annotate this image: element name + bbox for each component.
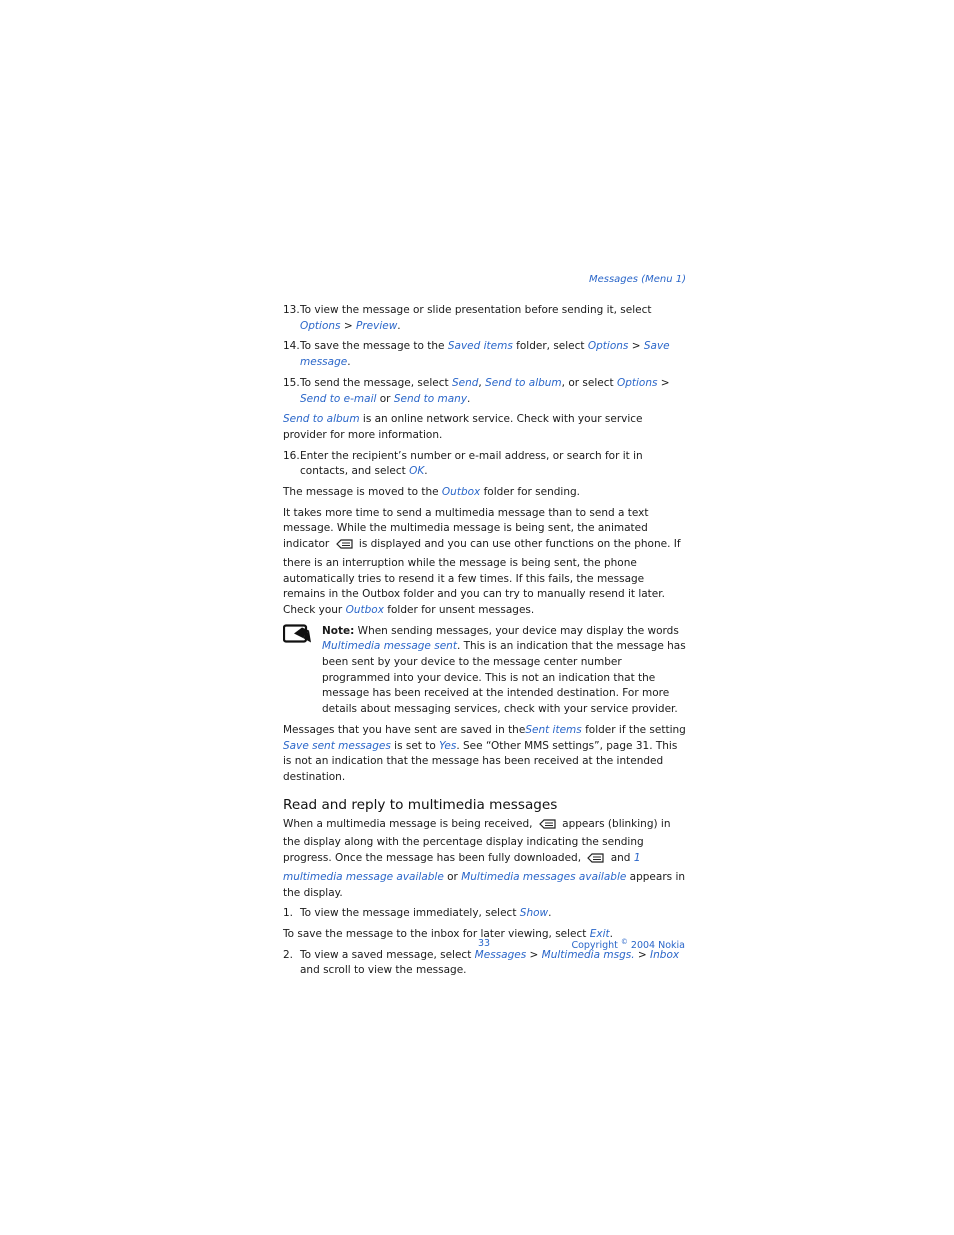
copyright: Copyright © 2004 Nokia <box>571 938 685 952</box>
step-text: To send the message, select Send, Send to album, or select Options > Send to e-mail or Send to many. <box>300 376 670 405</box>
step-subtext: The message is moved to the Outbox folder for sending. <box>283 486 581 499</box>
page-content <box>283 303 687 984</box>
step-subtext: To save the message to the inbox for later viewing, select Exit. <box>283 927 613 940</box>
paragraph: It takes more time to send a multimedia message than to send a text message. While the multimedia message is being sent, the animated indicator is displayed and you can use other functions on the phone. If there is an interruption while the message is being sent, the phone automatically tries to resend it a few times. If this fails, the message remains in the Outbox folder and you can try to manually resend it later. Check your Outbox folder for unsent messages. <box>283 506 681 616</box>
menu-ref-save-sent-messages: Save sent messages <box>283 739 391 752</box>
note-box <box>283 624 687 718</box>
menu-ref-outbox: Outbox <box>345 603 384 616</box>
step-number: 16. <box>283 449 300 462</box>
menu-ref-exit: Exit <box>589 927 610 940</box>
step-text: Enter the recipient’s number or e-mail address, or search for it in contacts, and select OK. <box>300 449 643 478</box>
note-icon <box>283 624 322 718</box>
step-text: To save the message to the Saved items folder, select Options > Save message. <box>300 340 670 369</box>
menu-ref-options: Options <box>587 340 629 353</box>
section-heading: Read and reply to multimedia messages <box>283 796 558 813</box>
step-number: 14. <box>283 340 300 353</box>
menu-ref-save-message: Save message <box>300 340 670 369</box>
menu-ref-send-to-album: Send to album <box>283 413 360 426</box>
list-item <box>283 339 687 370</box>
menu-ref-options: Options <box>300 319 341 332</box>
list-item <box>283 906 687 922</box>
menu-ref-mms-available: Multimedia messages available <box>461 870 627 883</box>
mms-indicator-icon <box>538 818 557 836</box>
menu-ref-send-to-email: Send to e-mail <box>300 392 377 405</box>
menu-ref-mms-sent: Multimedia message sent <box>322 640 457 653</box>
paragraph: When a multimedia message is being received, appears (blinking) in the display along with the percentage display indicating the sending progress. Once the message has been fully downloaded, and 1 multimedia message available or Multimedia messages available appears in the display. <box>283 817 686 899</box>
menu-ref-outbox: Outbox <box>441 486 481 499</box>
step-text: To view the message immediately, select Show. <box>300 907 552 920</box>
menu-ref-inbox: Inbox <box>650 948 680 961</box>
menu-ref-show: Show <box>519 907 549 920</box>
list-item <box>283 449 687 480</box>
note-text: Note: When sending messages, your device may display the words Multimedia message sent. This is an indication that the message has been sent by your device to the message center number programmed into your device. This is not an indication that the message has been received at the intended destination. For more details about messaging services, check with your service provider. <box>322 624 686 716</box>
menu-ref-messages: Messages <box>474 948 527 961</box>
menu-ref-yes: Yes <box>439 739 457 752</box>
step-number: 13. <box>283 304 300 316</box>
step-number: 15. <box>283 376 300 389</box>
step-number: 2. <box>283 948 294 961</box>
step-subtext: Send to album is an online network service. Check with your service provider for more information. <box>283 413 643 441</box>
menu-ref-multimedia-msgs: Multimedia msgs. <box>541 948 635 961</box>
step-text: To view a saved message, select Messages > Multimedia msgs. > Inbox and scroll to view the message. <box>300 948 680 977</box>
menu-ref-send: Send <box>451 376 479 389</box>
paragraph: Messages that you have sent are saved in theSent items folder if the setting Save sent messages is set to Yes. See “Other MMS settings”, page 31. This is not an indication that the message has been received at the intended destination. <box>283 723 686 783</box>
menu-ref-1-mms-available: 1 multimedia message available <box>283 852 641 883</box>
running-header: Messages (Menu 1) <box>588 274 686 285</box>
mms-indicator-icon <box>335 538 354 556</box>
menu-ref-send-to-many: Send to many <box>393 392 468 405</box>
menu-ref-options: Options <box>616 376 658 389</box>
list-item <box>283 303 687 334</box>
menu-ref-preview: Preview <box>356 319 398 332</box>
list-item <box>283 376 687 407</box>
menu-ref-sent-items: Sent items <box>525 723 582 736</box>
mms-indicator-icon <box>586 852 605 870</box>
menu-ref-saved-items: Saved items <box>447 340 513 353</box>
step-number: 1. <box>283 907 294 920</box>
page-number: 33 <box>478 938 491 949</box>
step-text: To view the message or slide presentation before sending it, select Options > Preview. <box>300 304 652 332</box>
list-item <box>283 948 687 979</box>
menu-ref-send-to-album: Send to album <box>485 376 562 389</box>
menu-ref-ok: OK <box>409 465 425 478</box>
